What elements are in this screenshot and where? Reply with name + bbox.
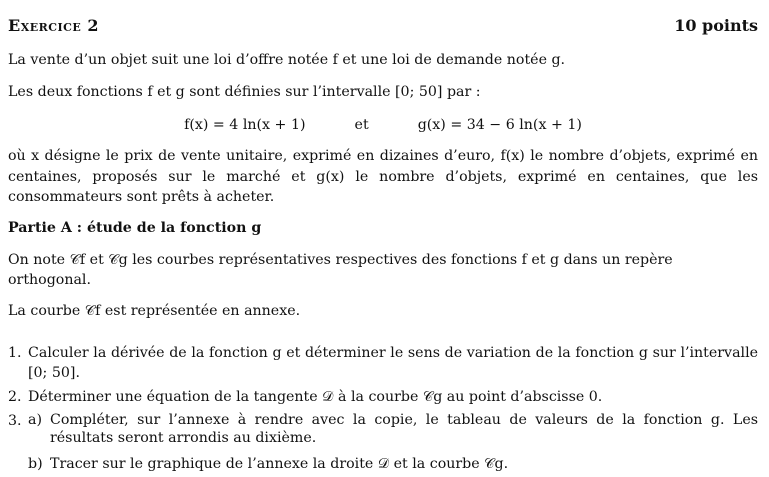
subquestion-b xyxy=(28,455,758,473)
definitions-paragraph: où x désigne le prix de vente unitaire, exprimé en dizaines d’euro, f(x) le nombre d’objets, exprimé en centaines, proposés sur le marché et g(x) le nombre d’objets, exprimé en centaines, que les consommateurs sont prêts à acheter. xyxy=(8,148,758,205)
subquestion-label: a) xyxy=(28,411,42,428)
intro-line-2: Les deux fonctions f et g sont définies sur l’intervalle [0; 50] par : xyxy=(8,84,481,100)
question-3 xyxy=(8,411,758,473)
intro-line-1: La vente d’un objet suit une loi d’offre notée f et une loi de demande notée g. xyxy=(8,52,566,68)
subquestion-text: Tracer sur le graphique de l’annexe la droite 𝒟 et la courbe 𝒞g. xyxy=(50,455,509,472)
question-text: Déterminer une équation de la tangente 𝒟 à la courbe 𝒞g au point d’abscisse 0. xyxy=(28,388,603,405)
formula-connector: et xyxy=(354,117,369,133)
question-text: Calculer la dérivée de la fonction g et déterminer le sens de variation de la fonction g sur l’intervalle [0; 50]. xyxy=(28,344,758,381)
notation-paragraph: On note 𝒞f et 𝒞g les courbes représentatives respectives des fonctions f et g dans un repère orthogonal. xyxy=(8,251,673,288)
annex-note: La courbe 𝒞f est représentée en annexe. xyxy=(8,302,301,319)
points-label: 10 points xyxy=(674,16,758,35)
subquestion-label: b) xyxy=(28,455,43,472)
exercise-page xyxy=(8,16,758,477)
question-1 xyxy=(8,343,758,383)
question-2 xyxy=(8,387,758,407)
subquestion-text: Compléter, sur l’annexe à rendre avec la copie, le tableau de valeurs de la fonction g. Les résultats seront arrondis au dixième. xyxy=(50,411,758,446)
question-number: 1. xyxy=(8,344,22,361)
exercise-title: Exercice 2 xyxy=(8,16,99,35)
formula-line xyxy=(8,114,758,136)
formula-f: f(x) = 4 ln(x + 1) xyxy=(184,117,306,133)
exercise-header xyxy=(8,16,758,40)
part-a-title: Partie A : étude de la fonction g xyxy=(8,219,262,236)
subquestion-a xyxy=(28,411,758,447)
formula-g: g(x) = 34 − 6 ln(x + 1) xyxy=(417,117,582,133)
question-list xyxy=(8,343,758,473)
question-number: 3. xyxy=(8,412,22,429)
question-number: 2. xyxy=(8,388,22,405)
